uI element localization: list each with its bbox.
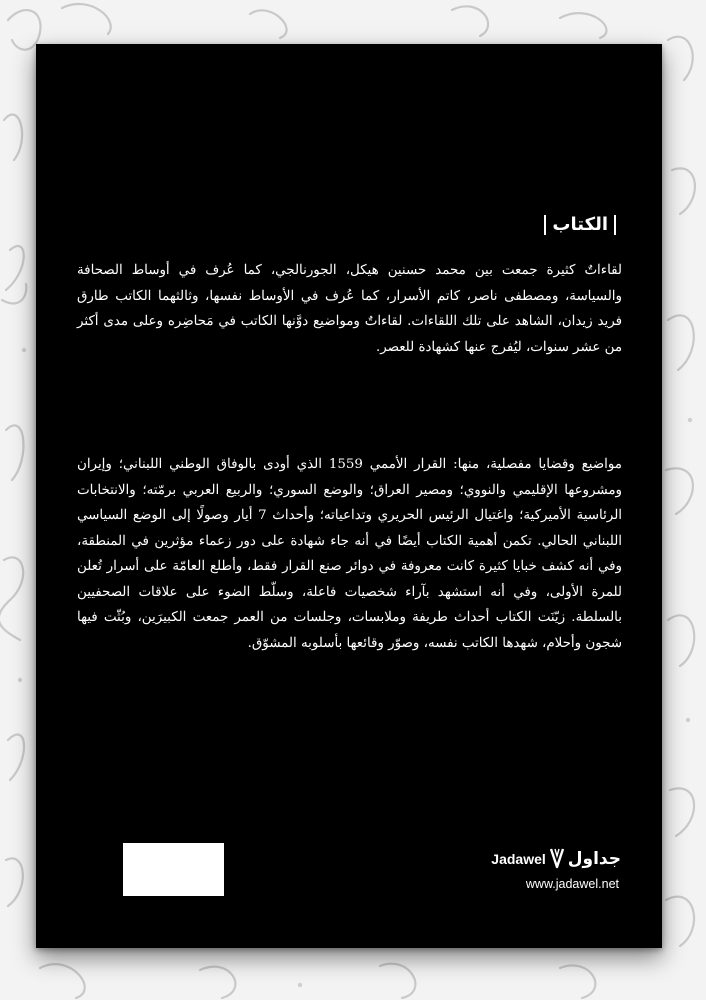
jadawel-v-logo-icon: [549, 847, 565, 871]
section-heading: [538, 214, 622, 235]
section-heading-text: الكتاب: [552, 214, 608, 235]
book-back-cover: [36, 44, 662, 948]
heading-bar-right: [614, 215, 616, 235]
heading-bar-left: [544, 215, 546, 235]
publisher-url: www.jadawel.net: [525, 877, 619, 891]
barcode-placeholder: [123, 843, 224, 896]
publisher-name-latin: Jadawel: [491, 851, 546, 867]
blurb-paragraph-1: لقاءاتٌ كثيرة جمعت بين محمد حسنين هيكل، الجورنالجي، كما عُرف في أوساط الصحافة والسياسة، ومصطفى ناصر، كاتم الأسرار، كما عُرف في الأوساط نفسها، وثالثهما الكاتب طارق فريد زيدان، الشاهد على تلك اللقاءات. لقاءاتٌ ومواضيع دوَّنها الكاتب في مَحاضِره وعلى مدى أكثر من عشر سنوات، ليُفرج عنها كشهادة للعصر.: [77, 263, 622, 355]
blurb-paragraph-2: مواضيع وقضايا مفصلية، منها: القرار الأممي 1559 الذي أودى بالوفاق الوطني اللبناني؛ وإيران ومشروعها الإقليمي والنووي؛ ومصير العراق؛ والوضع السوري؛ والربيع العربي برمّته؛ والانتخابات الرئاسية الأميركية؛ واغتيال الرئيس الحريري وتداعياته؛ وأحداث 7 أيار وصولًا إلى الوضع السياسي اللبناني الحالي. تكمن أهمية الكتاب أيضًا في أنه جاء شهادة على دور زعماء مؤثرين في المنطقة، وفي أنه كشف خبايا كثيرة كانت معروفة في دوائر صنع القرار فقط، وأطلع العامّة على أسرار تُعلن للمرة الأولى، وفي أنه استشهد بآراء شخصيات فاعلة، وسلّط الضوء على علاقات الصحفيين بالسلطة. زيّنَت الكتاب أحداث طريفة وملابسات، وجلسات من العمر جمعت الكبيرَين، وبُثّت فيها شجون وأحلام، شهدها الكاتب نفسه، وصوّر وقائعها بأسلوبه المشوّق.: [77, 457, 622, 651]
publisher-logo-row: [491, 847, 621, 871]
publisher-name-arabic: جداول: [567, 849, 621, 869]
publisher-logo: [461, 847, 621, 901]
